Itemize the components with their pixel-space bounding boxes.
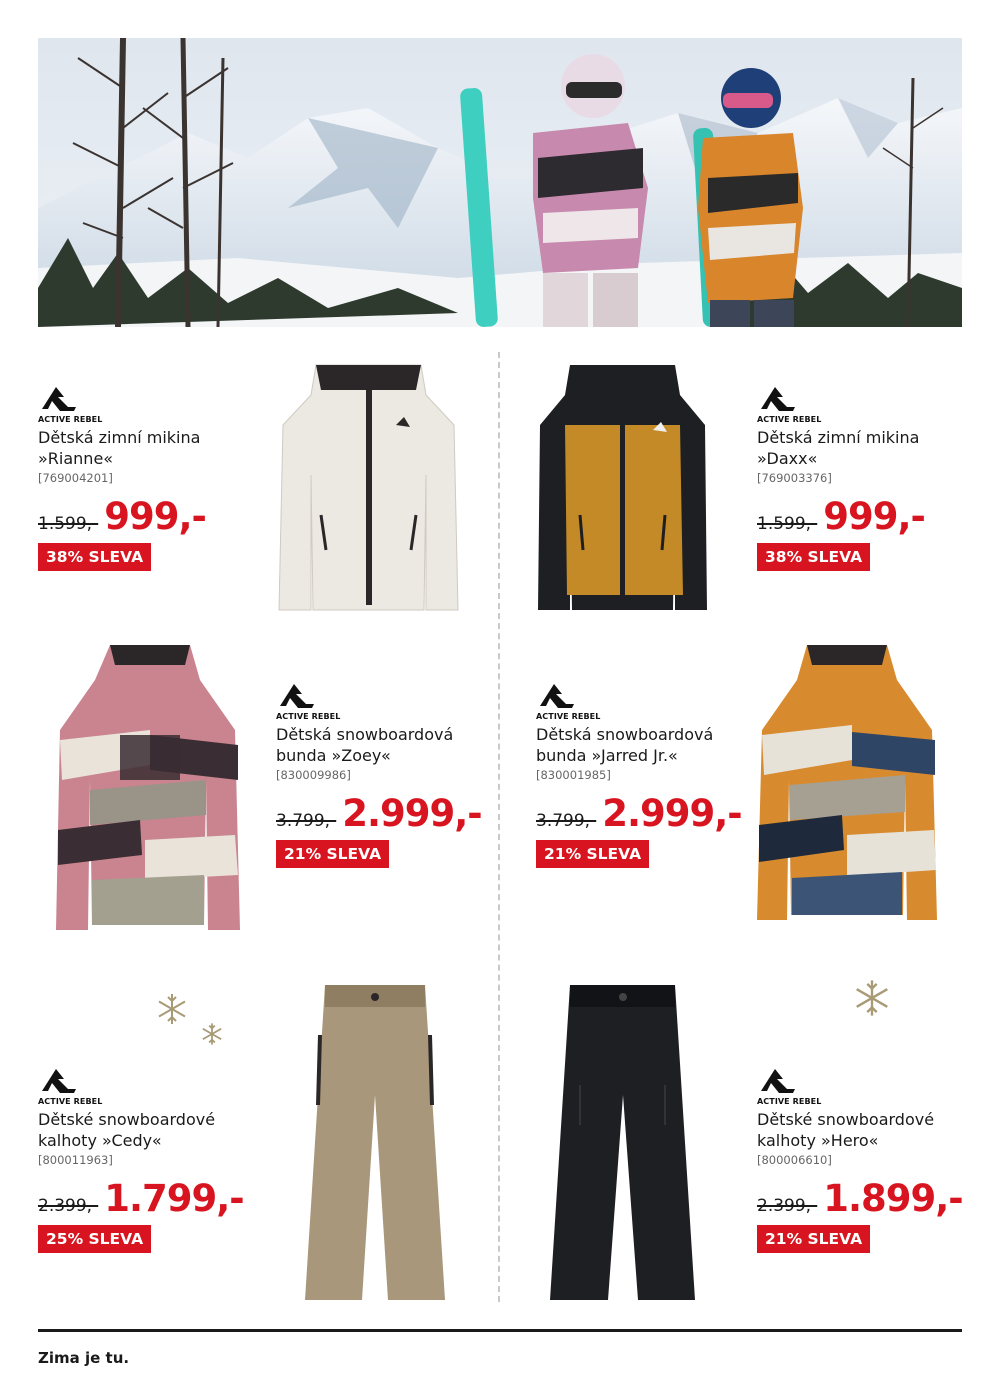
footer-tagline: Zima je tu. [38,1349,130,1367]
price-row [38,497,206,537]
brand-name: ACTIVE REBEL [757,1097,822,1106]
new-price: 999,- [104,495,206,538]
product-name-line2: kalhoty »Hero« [757,1131,879,1150]
product-name-line1: Dětské snowboardové [38,1110,216,1129]
product-code: [769004201] [38,471,113,485]
old-price: 2.399,- [38,1196,99,1216]
product-image-zoey[interactable] [50,640,245,935]
old-price: 2.399,- [757,1196,818,1216]
snowflake-icon [200,1022,224,1046]
active-rebel-logo-icon [276,682,316,710]
old-price: 3.799,- [536,811,597,831]
discount-badge: 38% SLEVA [38,543,151,571]
product-name-line2: »Daxx« [757,449,818,468]
new-price: 1.899,- [823,1177,963,1220]
product-name-line2: bunda »Zoey« [276,746,391,765]
discount-badge: 21% SLEVA [757,1225,870,1253]
product-card-zoey[interactable] [276,682,482,868]
new-price: 2.999,- [342,792,482,835]
product-card-hero[interactable] [757,1067,963,1253]
brand-name: ACTIVE REBEL [536,712,601,721]
product-name-line1: Dětské snowboardové [757,1110,935,1129]
price-row [757,1179,963,1219]
brand-name: ACTIVE REBEL [276,712,341,721]
active-rebel-logo-icon [38,385,78,413]
discount-badge: 25% SLEVA [38,1225,151,1253]
old-price: 1.599,- [38,514,99,534]
new-price: 999,- [823,495,925,538]
product-name-line2: »Rianne« [38,449,114,468]
active-rebel-logo-icon [757,1067,797,1095]
product-code: [769003376] [757,471,832,485]
footer-divider [38,1329,962,1332]
old-price: 1.599,- [757,514,818,534]
price-row [276,794,482,834]
product-name-line1: Dětská zimní mikina [757,428,920,447]
product-image-cedy[interactable] [300,975,450,1305]
brand-name: ACTIVE REBEL [38,1097,103,1106]
product-card-rianne[interactable] [38,385,206,571]
product-name-line1: Dětská snowboardová [276,725,454,744]
product-code: [830001985] [536,768,611,782]
product-name-line1: Dětská snowboardová [536,725,714,744]
product-card-jarred[interactable] [536,682,742,868]
discount-badge: 21% SLEVA [536,840,649,868]
price-row [536,794,742,834]
active-rebel-logo-icon [536,682,576,710]
snowflake-icon [155,992,189,1026]
brand-name: ACTIVE REBEL [757,415,822,424]
hero-banner-image [38,38,962,327]
active-rebel-logo-icon [38,1067,78,1095]
product-name-line1: Dětská zimní mikina [38,428,201,447]
product-card-daxx[interactable] [757,385,925,571]
price-row [38,1179,244,1219]
column-divider [498,352,500,1302]
old-price: 3.799,- [276,811,337,831]
product-name-line2: bunda »Jarred Jr.« [536,746,678,765]
product-code: [800006610] [757,1153,832,1167]
discount-badge: 21% SLEVA [276,840,389,868]
new-price: 2.999,- [602,792,742,835]
product-card-cedy[interactable] [38,1067,244,1253]
product-code: [830009986] [276,768,351,782]
product-image-daxx[interactable] [535,355,710,617]
product-name-line2: kalhoty »Cedy« [38,1131,162,1150]
snowflake-icon [852,978,892,1018]
brand-name: ACTIVE REBEL [38,415,103,424]
price-row [757,497,925,537]
product-image-hero[interactable] [520,975,725,1305]
product-image-jarred[interactable] [752,640,942,925]
product-image-rianne[interactable] [276,355,461,615]
product-code: [800011963] [38,1153,113,1167]
new-price: 1.799,- [104,1177,244,1220]
active-rebel-logo-icon [757,385,797,413]
discount-badge: 38% SLEVA [757,543,870,571]
